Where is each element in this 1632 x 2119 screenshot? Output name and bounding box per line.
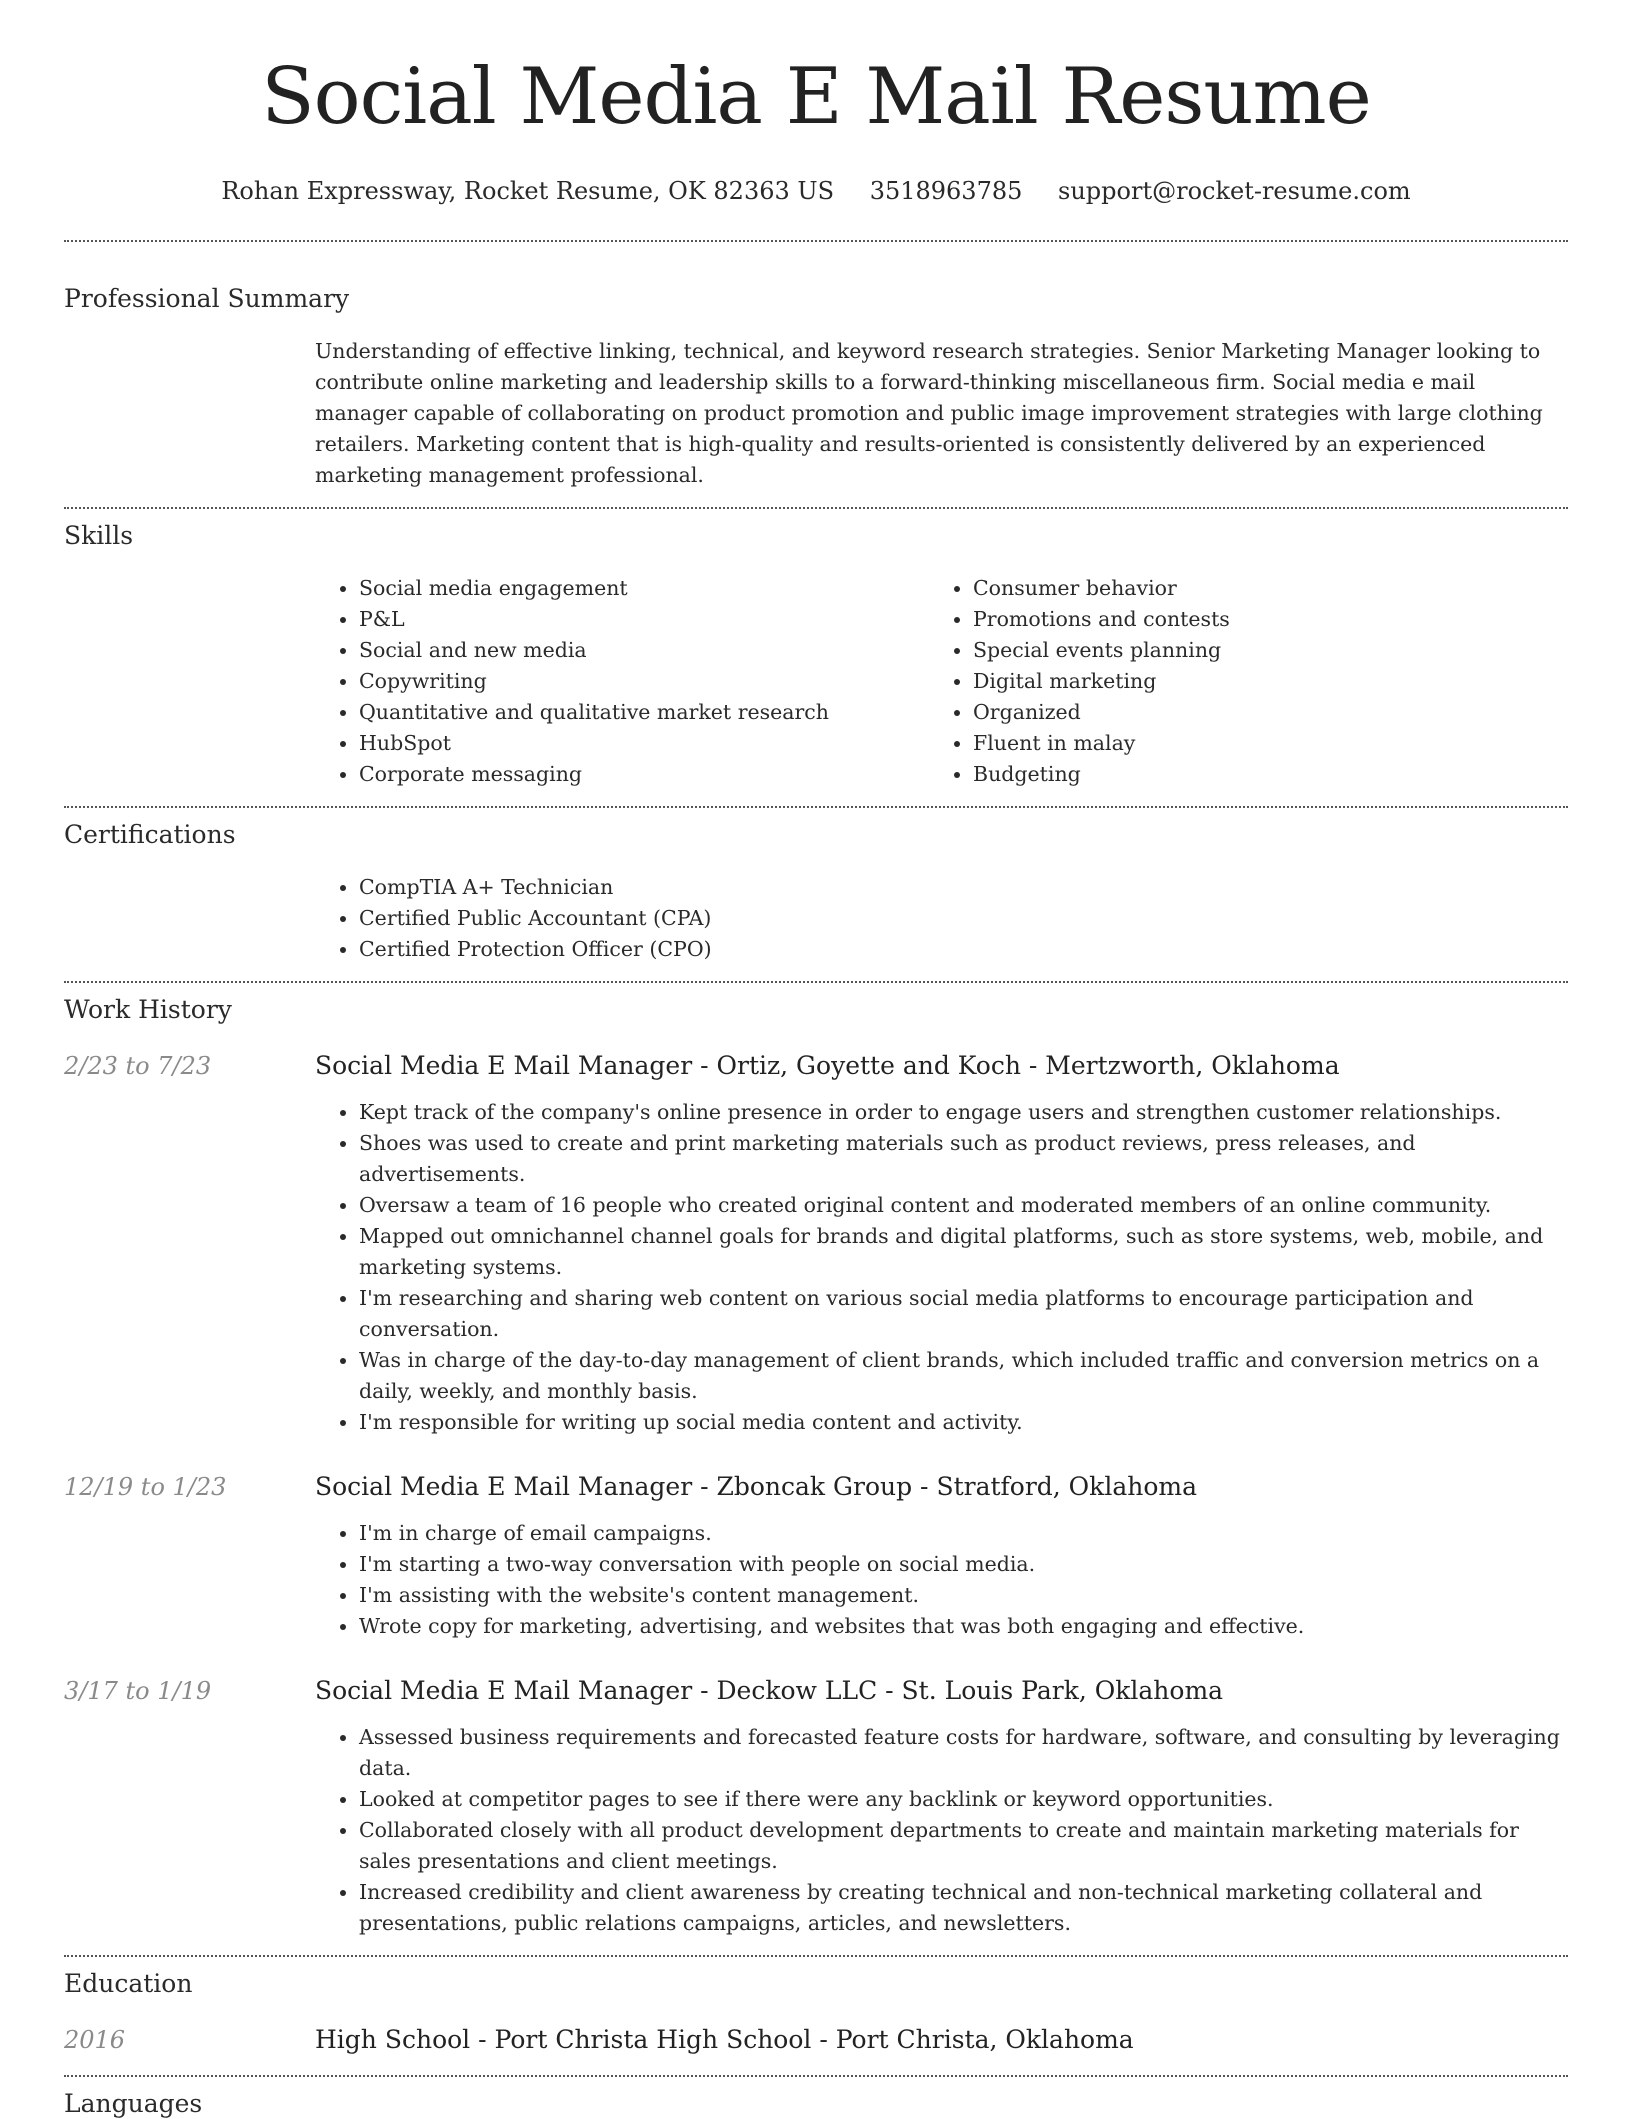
- certification-item: • Certified Protection Officer (CPO): [359, 934, 1568, 965]
- skill-item: • Quantitative and qualitative market research: [359, 697, 929, 728]
- job-date: 3/17 to 1/19: [64, 1677, 212, 1705]
- job-bullets: [315, 1722, 1568, 1939]
- skills-content: [315, 573, 1568, 790]
- languages-section: [0, 2077, 1632, 2119]
- job-bullet: • Looked at competitor pages to see if there were any backlink or keyword opportunities.: [359, 1784, 1568, 1815]
- job-bullet: • I'm assisting with the website's content management.: [359, 1580, 1568, 1611]
- job-bullet: • I'm in charge of email campaigns.: [359, 1518, 1568, 1549]
- job-bullet: • Shoes was used to create and print marketing materials such as product reviews, press releases, and advertisements.: [359, 1128, 1568, 1190]
- job-bullets: [315, 1518, 1568, 1642]
- work-title: Work History: [64, 995, 232, 1024]
- education-title: Education: [64, 1969, 193, 1998]
- certifications-section: [0, 808, 1632, 965]
- skills-section: [0, 509, 1632, 790]
- contact-line: [0, 176, 1632, 206]
- contact-phone: 3518963785: [869, 177, 1023, 205]
- skill-item: • Digital marketing: [973, 666, 1543, 697]
- summary-text: Understanding of effective linking, technical, and keyword research strategies. Senior Marketing Manager looking to contribute online marketing and leadership skills to a forward-thinking miscellaneous firm. Social media e mail manager capable of collaborating on product promotion and public image improvement strategies with large clothing retailers. Marketing content that is high-quality and results-oriented is consistently delivered by an experienced marketing management professional.: [315, 339, 1543, 487]
- certifications-list: [315, 872, 1568, 965]
- skill-item: • Copywriting: [359, 666, 929, 697]
- education-date: 2016: [64, 2026, 126, 2054]
- job-date: 2/23 to 7/23: [64, 1052, 212, 1080]
- skill-item: • Consumer behavior: [973, 573, 1543, 604]
- job-title: Social Media E Mail Manager - Deckow LLC - St. Louis Park, Oklahoma: [315, 1676, 1224, 1705]
- skill-item: • Social media engagement: [359, 573, 929, 604]
- job-body: [315, 1518, 1568, 1642]
- job-body: [315, 1097, 1568, 1438]
- education-entry: [64, 2025, 1568, 2055]
- job-bullet: • Was in charge of the day-to-day management of client brands, which included traffic and conversion metrics on a daily, weekly, and monthly basis.: [359, 1345, 1568, 1407]
- job-bullet: • Assessed business requirements and forecasted feature costs for hardware, software, and consulting by leveraging data.: [359, 1722, 1568, 1784]
- job-body: [315, 1722, 1568, 1939]
- education-title-line: High School - Port Christa High School - Port Christa, Oklahoma: [315, 2025, 1134, 2054]
- job-bullet: • Collaborated closely with all product development departments to create and maintain marketing materials for sales presentations and client meetings.: [359, 1815, 1568, 1877]
- skill-item: • Corporate messaging: [359, 759, 929, 790]
- skills-list-left: [315, 573, 929, 790]
- certification-item: • Certified Public Accountant (CPA): [359, 903, 1568, 934]
- skill-item: • Promotions and contests: [973, 604, 1543, 635]
- certifications-content: [315, 872, 1568, 965]
- job-bullet: • Wrote copy for marketing, advertising, and websites that was both engaging and effective.: [359, 1611, 1568, 1642]
- certifications-title: Certifications: [64, 820, 236, 849]
- contact-email: support@rocket-resume.com: [1058, 177, 1411, 205]
- skill-item: • HubSpot: [359, 728, 929, 759]
- skills-list-right: [929, 573, 1543, 790]
- languages-title: Languages: [64, 2089, 203, 2118]
- summary-content: [315, 336, 1568, 491]
- skill-item: • Budgeting: [973, 759, 1543, 790]
- skill-item: • P&L: [359, 604, 929, 635]
- skills-title: Skills: [64, 521, 134, 550]
- certification-item: • CompTIA A+ Technician: [359, 872, 1568, 903]
- job-date: 12/19 to 1/23: [64, 1473, 227, 1501]
- job-bullet: • Mapped out omnichannel channel goals for brands and digital platforms, such as store systems, web, mobile, and marketing systems.: [359, 1221, 1568, 1283]
- skill-item: • Special events planning: [973, 635, 1543, 666]
- work-section: [0, 983, 1632, 1939]
- education-section: [0, 1957, 1632, 2055]
- job-bullet: • I'm starting a two-way conversation with people on social media.: [359, 1549, 1568, 1580]
- job-header: [64, 1472, 1568, 1502]
- contact-address: Rohan Expressway, Rocket Resume, OK 82363 US: [221, 177, 835, 205]
- job-bullet: • Increased credibility and client awareness by creating technical and non-technical marketing collateral and presentations, public relations campaigns, articles, and newsletters.: [359, 1877, 1568, 1939]
- job-title: Social Media E Mail Manager - Ortiz, Goyette and Koch - Mertzworth, Oklahoma: [315, 1051, 1340, 1080]
- job-title: Social Media E Mail Manager - Zboncak Group - Stratford, Oklahoma: [315, 1472, 1197, 1501]
- skill-item: • Organized: [973, 697, 1543, 728]
- job-bullet: • Oversaw a team of 16 people who created original content and moderated members of an online community.: [359, 1190, 1568, 1221]
- job-bullets: [315, 1097, 1568, 1438]
- job-bullet: • I'm responsible for writing up social media content and activity.: [359, 1407, 1568, 1438]
- job-bullet: • I'm researching and sharing web content on various social media platforms to encourage participation and conversation.: [359, 1283, 1568, 1345]
- job-bullet: • Kept track of the company's online presence in order to engage users and strengthen customer relationships.: [359, 1097, 1568, 1128]
- skill-item: • Social and new media: [359, 635, 929, 666]
- skill-item: • Fluent in malay: [973, 728, 1543, 759]
- summary-section: [0, 242, 1632, 491]
- resume-header: [0, 0, 1632, 206]
- job-header: [64, 1676, 1568, 1706]
- job-header: [64, 1051, 1568, 1081]
- summary-title: Professional Summary: [64, 284, 350, 313]
- resume-name: Social Media E Mail Resume: [261, 52, 1371, 142]
